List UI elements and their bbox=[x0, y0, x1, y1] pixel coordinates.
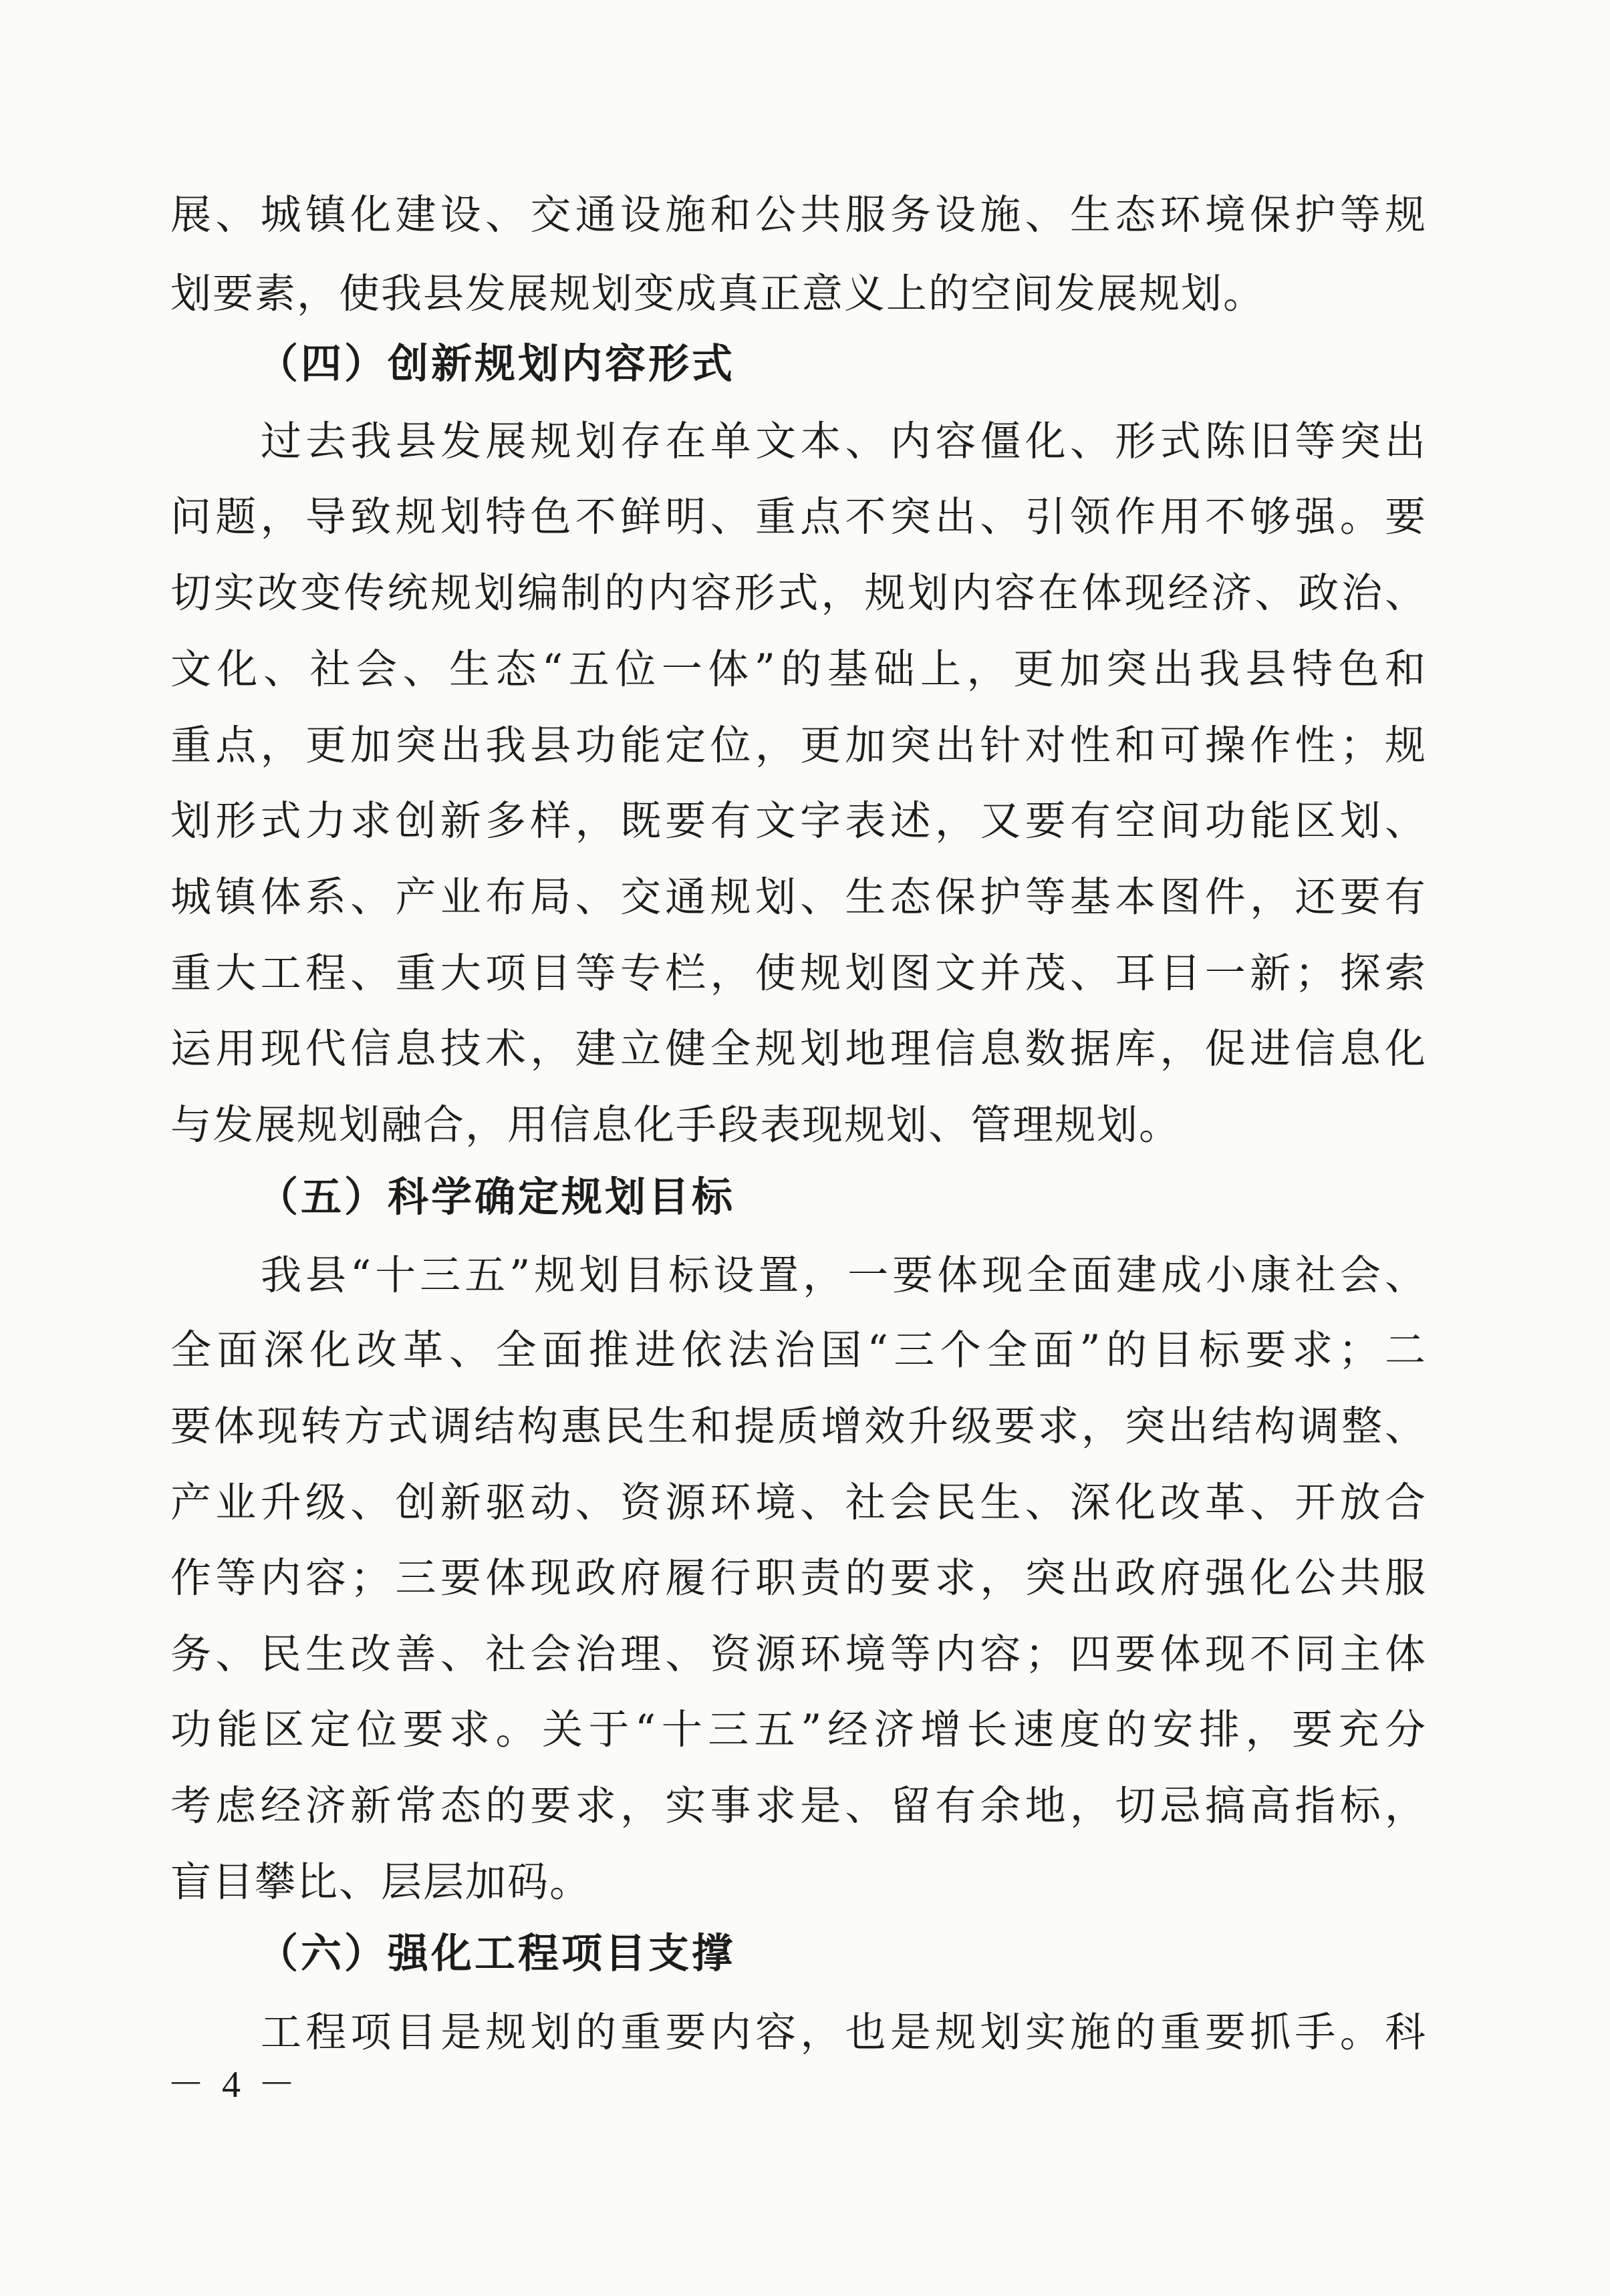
body-line: 我县“十三五”规划目标设置，一要体现全面建成小康社会、 bbox=[261, 1252, 1427, 1299]
body-line: 划形式力求创新多样，既要有文字表述，又要有空间功能区划、 bbox=[170, 797, 1427, 845]
body-line: 过去我县发展规划存在单文本、内容僵化、形式陈旧等突出 bbox=[261, 418, 1427, 465]
body-line: 要体现转方式调结构惠民生和提质增效升级要求，突出结构调整、 bbox=[170, 1403, 1427, 1450]
body-line: 工程项目是规划的重要内容，也是规划实施的重要抓手。科 bbox=[261, 2009, 1427, 2056]
section-heading-6: （六）强化工程项目支撑 bbox=[257, 1930, 736, 1977]
body-line: 城镇体系、产业布局、交通规划、生态保护等基本图件，还要有 bbox=[170, 873, 1427, 921]
body-line: 问题，导致规划特色不鲜明、重点不突出、引领作用不够强。要 bbox=[170, 493, 1427, 541]
body-line: 全面深化改革、全面推进依法治国“三个全面”的目标要求；二 bbox=[170, 1326, 1427, 1374]
section-heading-5: （五）科学确定规划目标 bbox=[257, 1173, 736, 1221]
body-line: 重大工程、重大项目等专栏，使规划图文并茂、耳目一新；探索 bbox=[170, 950, 1427, 997]
section-heading-4: （四）创新规划内容形式 bbox=[257, 340, 736, 388]
body-line: 重点，更加突出我县功能定位，更加突出针对性和可操作性；规 bbox=[170, 722, 1427, 769]
body-line: 产业升级、创新驱动、资源环境、社会民生、深化改革、开放合 bbox=[170, 1479, 1427, 1526]
body-line: 与发展规划融合，用信息化手段表现规划、管理规划。 bbox=[170, 1101, 1182, 1149]
body-line: 盲目攀比、层层加码。 bbox=[170, 1858, 592, 1906]
body-line: 运用现代信息技术，建立健全规划地理信息数据库，促进信息化 bbox=[170, 1025, 1427, 1072]
body-line: 功能区定位要求。关于“十三五”经济增长速度的安排，要充分 bbox=[170, 1706, 1427, 1753]
body-line: 划要素，使我县发展规划变成真正意义上的空间发展规划。 bbox=[170, 270, 1266, 317]
page-number: － 4 － bbox=[167, 2064, 299, 2106]
body-line: 务、民生改善、社会治理、资源环境等内容；四要体现不同主体 bbox=[170, 1630, 1427, 1678]
body-line: 切实改变传统规划编制的内容形式，规划内容在体现经济、政治、 bbox=[170, 569, 1427, 617]
body-line: 考虑经济新常态的要求，实事求是、留有余地，切忌搞高指标， bbox=[170, 1782, 1427, 1830]
body-line: 作等内容；三要体现政府履行职责的要求，突出政府强化公共服 bbox=[170, 1554, 1427, 1602]
body-line: 文化、社会、生态“五位一体”的基础上，更加突出我县特色和 bbox=[170, 645, 1427, 693]
body-line: 展、城镇化建设、交通设施和公共服务设施、生态环境保护等规 bbox=[170, 191, 1427, 239]
